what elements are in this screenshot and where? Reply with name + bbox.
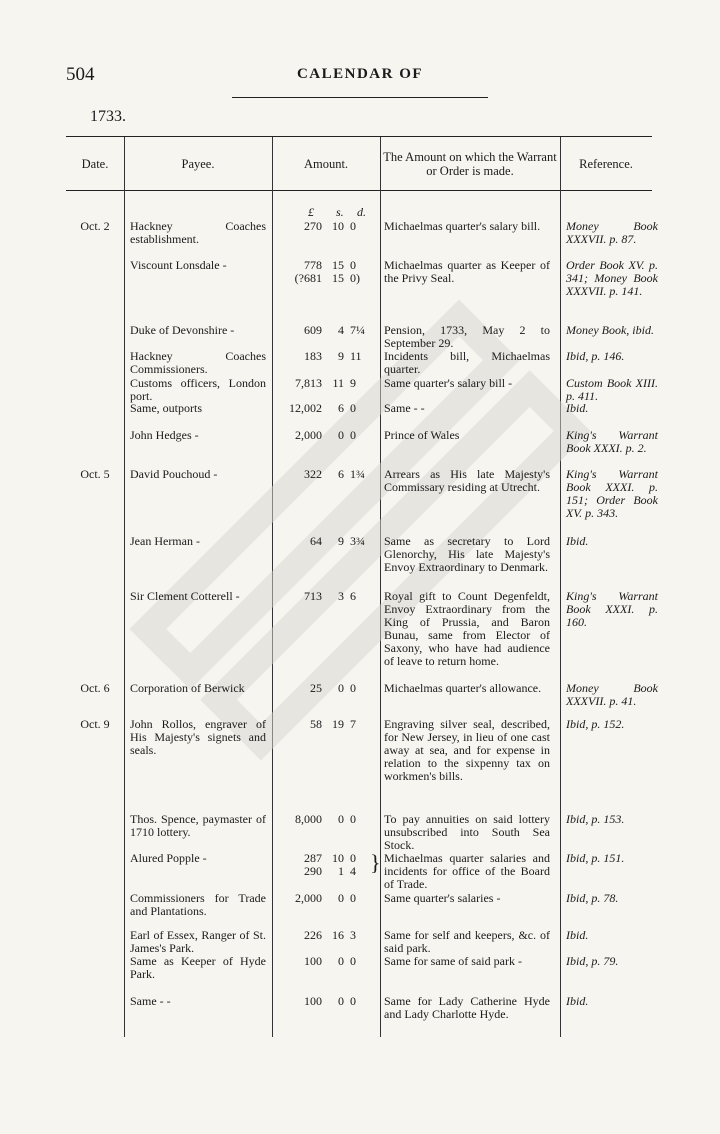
amount-value: 0 (350, 954, 356, 968)
amount-value: 9 (338, 349, 344, 363)
row-payee: Corporation of Berwick (130, 681, 245, 695)
row-amount-pence (350, 929, 374, 942)
row-payee: John Hedges - (130, 428, 199, 442)
row-reference: Custom Book XIII. p. 411. (566, 376, 658, 403)
amount-value: 3 (350, 928, 356, 942)
row-amount-pence (350, 377, 374, 390)
row-order-text: Michaelmas quarter's allowance. (384, 681, 542, 695)
row-amount-pence (350, 813, 374, 826)
row-payee: Commissioners for Trade and Plantations. (130, 891, 266, 918)
column-header-reference: Reference. (579, 156, 633, 171)
row-payee: Hackney Coaches Commissioners. (130, 349, 266, 376)
amount-value: 0 (338, 428, 344, 442)
unit-pounds: £ (308, 205, 314, 219)
row-payee: John Rollos, engraver of His Majesty's signets and seals. (130, 717, 266, 757)
row-reference: Ibid. (566, 401, 589, 415)
page-number: 504 (66, 64, 95, 85)
amount-value: 7,813 (295, 376, 322, 390)
amount-value: 100 (304, 954, 322, 968)
row-payee: Earl of Essex, Ranger of St. James's Park. (130, 928, 266, 955)
row-reference: Ibid, p. 152. (566, 717, 625, 731)
row-amount-pounds (278, 535, 322, 548)
column-header-date: Date. (81, 156, 109, 171)
row-order-text: Royal gift to Count Degenfeldt, Envoy Extraordinary from the King of Prussia, and Baron Bunau, same from Elector of Saxony, who have had audience of leave to return home. (384, 589, 550, 668)
row-amount-pounds (278, 813, 322, 826)
amount-value: 0 (350, 258, 356, 272)
row-reference: King's Warrant Book XXXI. p. 151; Order Book XV. p. 343. (566, 467, 658, 520)
row-amount-pounds (278, 955, 322, 968)
row-amount-pounds (278, 429, 322, 442)
amount-value: 322 (304, 467, 322, 481)
row-amount-shillings (326, 402, 344, 415)
amount-value: 7¼ (350, 323, 365, 337)
row-amount-pence (350, 535, 374, 548)
amount-value: 2,000 (295, 891, 322, 905)
amount-value: 6 (350, 589, 356, 603)
row-amount-pence (350, 995, 374, 1008)
column-header-amount: Amount. (303, 156, 349, 171)
amount-value: 609 (304, 323, 322, 337)
amount-value: 15 (332, 258, 344, 272)
row-amount-pounds (278, 892, 322, 905)
amount-value: 16 (332, 928, 344, 942)
row-reference: Ibid, p. 79. (566, 954, 619, 968)
amount-value: 778 (304, 258, 322, 272)
amount-value: (?681 (294, 271, 322, 285)
row-amount-pence (350, 259, 374, 285)
row-amount-shillings (326, 955, 344, 968)
title-rule (232, 97, 488, 98)
row-order-text: To pay annuities on said lottery unsubscribed into South Sea Stock. (384, 812, 550, 852)
amount-value: 12,002 (289, 401, 322, 415)
amount-value: 0 (350, 812, 356, 826)
amount-value: 2,000 (295, 428, 322, 442)
row-payee: Same - - (130, 994, 171, 1008)
row-amount-shillings (326, 852, 344, 878)
amount-value: 4 (350, 864, 356, 878)
amount-value: 0 (350, 428, 356, 442)
row-amount-shillings (326, 350, 344, 363)
amount-value: 3¾ (350, 534, 365, 548)
amount-value: 0 (350, 891, 356, 905)
amount-value: 0 (350, 219, 356, 233)
row-amount-pence (350, 350, 374, 363)
row-amount-shillings (326, 995, 344, 1008)
row-amount-shillings (326, 220, 344, 233)
row-amount-shillings (326, 259, 344, 285)
row-order-text: Same as secretary to Lord Glenorchy, His late Majesty's Envoy Extraordinary to Denmark. (384, 534, 550, 574)
amount-value: 4 (338, 323, 344, 337)
row-order-text: Arrears as His late Majesty's Commissary residing at Utrecht. (384, 467, 550, 494)
row-order-text: Pension, 1733, May 2 to September 29. (384, 323, 550, 350)
amount-value: 64 (310, 534, 322, 548)
row-reference: Money Book, ibid. (566, 323, 654, 337)
amount-value: 15 (332, 271, 344, 285)
amount-value: 183 (304, 349, 322, 363)
row-amount-pence (350, 892, 374, 905)
row-reference: Ibid. (566, 928, 589, 942)
row-amount-shillings (326, 468, 344, 481)
row-reference: Ibid, p. 146. (566, 349, 625, 363)
row-payee: Same as Keeper of Hyde Park. (130, 954, 266, 981)
row-reference: Ibid. (566, 994, 589, 1008)
amount-value: 1¾ (350, 467, 365, 481)
row-payee: Sir Clement Cotterell - (130, 589, 240, 603)
row-payee: Thos. Spence, paymaster of 1710 lottery. (130, 812, 266, 839)
row-amount-shillings (326, 929, 344, 942)
row-date: Oct. 5 (80, 467, 110, 481)
row-amount-pounds (278, 220, 322, 233)
row-amount-shillings (326, 590, 344, 603)
row-amount-pounds (278, 995, 322, 1008)
amount-value: 6 (338, 467, 344, 481)
amount-value: 290 (304, 864, 322, 878)
row-amount-shillings (326, 813, 344, 826)
row-reference: Money Book XXXVII. p. 41. (566, 681, 658, 708)
amount-value: 3 (338, 589, 344, 603)
row-amount-pounds (278, 852, 322, 878)
row-reference: King's Warrant Book XXXI. p. 160. (566, 589, 658, 629)
row-amount-pence (350, 955, 374, 968)
row-reference: Money Book XXXVII. p. 87. (566, 219, 658, 246)
row-payee: Duke of Devonshire - (130, 323, 235, 337)
amount-value: 0 (338, 954, 344, 968)
amount-value: 270 (304, 219, 322, 233)
amount-value: 0 (338, 812, 344, 826)
year-label: 1733. (90, 108, 126, 125)
row-amount-pounds (278, 350, 322, 363)
row-amount-pounds (278, 259, 322, 285)
amount-value: 0) (350, 271, 360, 285)
row-amount-pence (350, 590, 374, 603)
row-amount-shillings (326, 682, 344, 695)
row-date: Oct. 6 (80, 681, 110, 695)
amount-value: 713 (304, 589, 322, 603)
amount-value: 0 (338, 994, 344, 1008)
row-payee: Viscount Lonsdale - (130, 258, 227, 272)
row-reference: Ibid. (566, 534, 589, 548)
row-amount-shillings (326, 892, 344, 905)
row-reference: Order Book XV. p. 341; Money Book XXXVII. p. 141. (566, 258, 658, 298)
amount-value: 0 (350, 994, 356, 1008)
unit-pence: d. (357, 205, 366, 219)
amount-value: 7 (350, 717, 356, 731)
row-payee: Hackney Coaches establishment. (130, 219, 266, 246)
row-order-text: Same for same of said park - (384, 954, 522, 968)
amount-value: 0 (350, 401, 356, 415)
row-amount-pence (350, 468, 374, 481)
row-amount-pence (350, 429, 374, 442)
row-amount-pounds (278, 377, 322, 390)
amount-value: 10 (332, 219, 344, 233)
row-order-text: Same quarter's salary bill - (384, 376, 513, 390)
column-header-order: The Amount on which the Warrant or Order is made. (383, 149, 557, 178)
row-amount-pounds (278, 402, 322, 415)
row-amount-shillings (326, 324, 344, 337)
row-amount-shillings (326, 429, 344, 442)
row-order-text: Engraving silver seal, described, for New Jersey, in lieu of one cast away at sea, and for expense in relation to the sixpenny tax on workmen's bills. (384, 717, 550, 783)
row-payee: Alured Popple - (130, 851, 207, 865)
amount-value: 9 (350, 376, 356, 390)
amount-value: 0 (338, 891, 344, 905)
amount-value: 100 (304, 994, 322, 1008)
amount-value: 25 (310, 681, 322, 695)
row-payee: Same, outports (130, 401, 202, 415)
row-reference: Ibid, p. 151. (566, 851, 625, 865)
row-amount-shillings (326, 377, 344, 390)
row-order-text: Same quarter's salaries - (384, 891, 501, 905)
amount-value: 1 (338, 864, 344, 878)
amount-value: 11 (350, 349, 362, 363)
row-amount-pounds (278, 590, 322, 603)
amount-value: 6 (338, 401, 344, 415)
row-order-text: Same for Lady Catherine Hyde and Lady Charlotte Hyde. (384, 994, 550, 1021)
amount-value: 8,000 (295, 812, 322, 826)
amount-value: 11 (332, 376, 344, 390)
amount-value: 0 (350, 851, 356, 865)
row-order-text: Same - - (384, 401, 425, 415)
row-order-text: Michaelmas quarter as Keeper of the Privy Seal. (384, 258, 550, 285)
row-order-text: Same for self and keepers, &c. of said park. (384, 928, 550, 955)
amount-value: 0 (350, 681, 356, 695)
row-date: Oct. 9 (80, 717, 110, 731)
row-reference: Ibid, p. 153. (566, 812, 625, 826)
row-date: Oct. 2 (80, 219, 110, 233)
unit-shillings: s. (336, 205, 344, 219)
row-amount-pence (350, 718, 374, 731)
row-amount-pence (350, 682, 374, 695)
column-divider (560, 137, 561, 1037)
amount-value: 10 (332, 851, 344, 865)
row-amount-pence (350, 324, 374, 337)
row-amount-pounds (278, 718, 322, 731)
row-amount-pounds (278, 929, 322, 942)
amount-value: 58 (310, 717, 322, 731)
row-order-text: Incidents bill, Michaelmas quarter. (384, 349, 550, 376)
row-amount-shillings (326, 535, 344, 548)
row-amount-pounds (278, 682, 322, 695)
amount-value: 9 (338, 534, 344, 548)
column-header-payee: Payee. (181, 156, 215, 171)
row-payee: David Pouchoud - (130, 467, 218, 481)
row-amount-pounds (278, 324, 322, 337)
column-divider (124, 137, 125, 1037)
running-title: CALENDAR OF (296, 66, 424, 82)
row-amount-pence (350, 402, 374, 415)
table-header-rule (66, 190, 652, 191)
row-payee: Customs officers, London port. (130, 376, 266, 403)
row-payee: Jean Herman - (130, 534, 200, 548)
row-amount-shillings (326, 718, 344, 731)
row-order-text: Michaelmas quarter's salary bill. (384, 219, 541, 233)
row-amount-pence (350, 220, 374, 233)
row-order-text: Prince of Wales (384, 428, 460, 442)
amount-value: 0 (338, 681, 344, 695)
column-divider (380, 137, 381, 1037)
row-reference: King's Warrant Book XXXI. p. 2. (566, 428, 658, 455)
amount-value: 287 (304, 851, 322, 865)
column-divider (272, 137, 273, 1037)
row-amount-pounds (278, 468, 322, 481)
brace-symbol: } (370, 850, 381, 875)
amount-value: 19 (332, 717, 344, 731)
row-order-text: Michaelmas quarter salaries and incidents for office of the Board of Trade. (384, 851, 550, 891)
amount-value: 226 (304, 928, 322, 942)
row-reference: Ibid, p. 78. (566, 891, 619, 905)
